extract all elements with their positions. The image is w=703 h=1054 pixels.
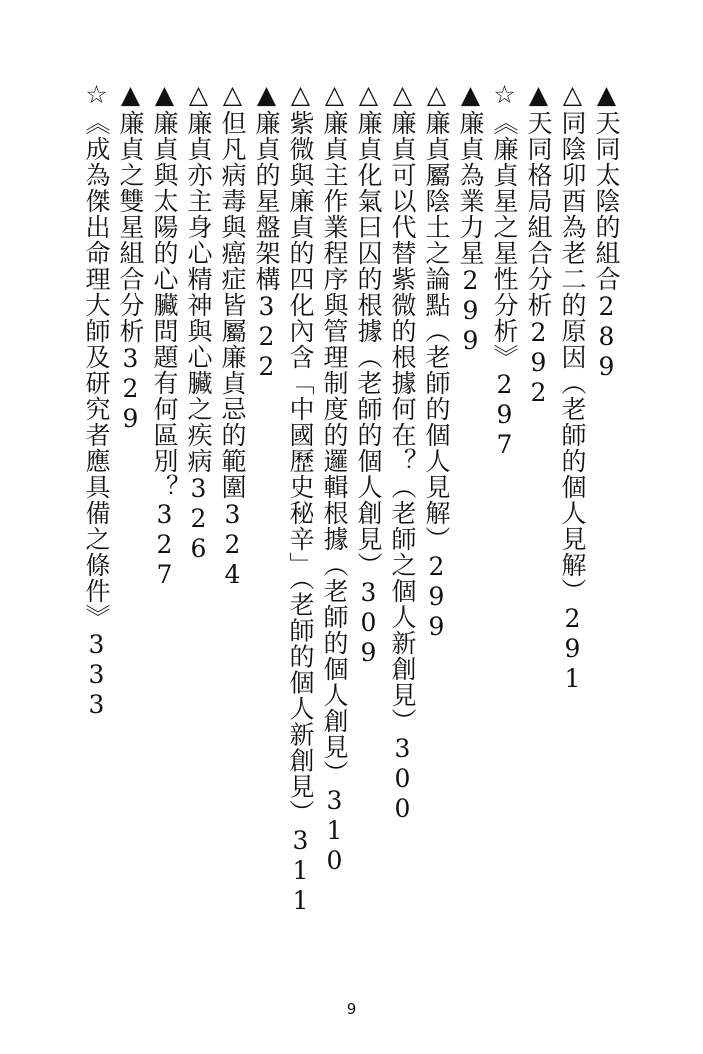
toc-entry-title: 紫微與廉貞的四化內含「中國歷史秘辛」（老師的個人新創見） <box>286 110 315 826</box>
toc-entry-page: 310 <box>320 786 349 876</box>
outline-triangle-icon: △ <box>320 80 349 110</box>
toc-entry-title: 《廉貞星之星性分析》 <box>490 110 519 370</box>
toc-entry <box>113 80 147 434</box>
filled-triangle-icon: ▲ <box>252 80 281 110</box>
toc-entry <box>453 80 487 356</box>
toc-entry <box>419 80 453 642</box>
page-number: 9 <box>346 1000 357 1018</box>
outline-triangle-icon: △ <box>388 80 417 110</box>
toc-entry-page: 297 <box>490 370 519 460</box>
toc-entry-page: 333 <box>82 630 111 720</box>
filled-triangle-icon: ▲ <box>116 80 145 110</box>
toc-entry <box>181 80 215 564</box>
outline-triangle-icon: △ <box>286 80 315 110</box>
toc-entry <box>521 80 555 408</box>
toc-entry-page: 300 <box>388 734 417 824</box>
toc-entry-page: 326 <box>184 474 213 564</box>
star-outline-icon: ☆ <box>490 80 519 110</box>
toc-entry-page: 322 <box>252 292 281 382</box>
toc-entry-title: 廉貞屬陰土之論點（老師的個人見解） <box>422 110 451 552</box>
toc-entry-page: 291 <box>558 604 587 694</box>
filled-triangle-icon: ▲ <box>150 80 179 110</box>
toc-entry-title: 廉貞化氣曰囚的根據（老師的個人創見） <box>354 110 383 578</box>
toc-entry <box>79 80 113 720</box>
toc-entry <box>249 80 283 382</box>
toc-entry <box>487 80 521 460</box>
toc-entry-page: 324 <box>218 500 247 590</box>
outline-triangle-icon: △ <box>184 80 213 110</box>
toc-entry-page: 329 <box>116 344 145 434</box>
star-outline-icon: ☆ <box>82 80 111 110</box>
toc-entry-page: 311 <box>286 825 315 916</box>
toc-entry-title: 同陰卯酉為老二的原因（老師的個人見解） <box>558 110 587 604</box>
toc-entry <box>283 80 317 916</box>
table-of-contents <box>79 80 623 1000</box>
toc-entry-page: 327 <box>150 500 179 590</box>
toc-entry-page: 292 <box>524 318 553 408</box>
toc-entry-title: 廉貞為業力星 <box>456 110 485 266</box>
filled-triangle-icon: ▲ <box>524 80 553 110</box>
toc-entry <box>385 80 419 824</box>
outline-triangle-icon: △ <box>422 80 451 110</box>
toc-entry-title: 天同太陰的組合 <box>592 110 621 292</box>
toc-entry-title: 廉貞主作業程序與管理制度的邏輯根據（老師的個人創見） <box>320 110 349 786</box>
toc-entry-title: 《成為傑出命理大師及研究者應具備之條件》 <box>82 110 111 630</box>
toc-entry-page: 299 <box>422 552 451 642</box>
toc-entry <box>589 80 623 382</box>
toc-entry-title: 廉貞亦主身心精神與心臟之疾病 <box>184 110 213 474</box>
outline-triangle-icon: △ <box>354 80 383 110</box>
toc-entry-title: 廉貞的星盤架構 <box>252 110 281 292</box>
toc-entry-title: 但凡病毒與癌症皆屬廉貞忌的範圍 <box>218 110 247 500</box>
toc-entry <box>555 80 589 694</box>
outline-triangle-icon: △ <box>218 80 247 110</box>
toc-entry <box>317 80 351 876</box>
toc-entry-page: 299 <box>456 266 485 356</box>
toc-entry <box>351 80 385 668</box>
toc-entry-title: 廉貞與太陽的心臟問題有何區別？ <box>150 110 179 500</box>
toc-entry <box>215 80 249 590</box>
outline-triangle-icon: △ <box>558 80 587 110</box>
toc-entry-title: 廉貞可以代替紫微的根據何在？（老師之個人新創見） <box>388 110 417 734</box>
toc-entry-page: 289 <box>592 292 621 382</box>
toc-entry-page: 309 <box>354 578 383 668</box>
toc-entry-title: 天同格局組合分析 <box>524 110 553 318</box>
toc-entry <box>147 80 181 590</box>
toc-entry-title: 廉貞之雙星組合分析 <box>116 110 145 344</box>
filled-triangle-icon: ▲ <box>456 80 485 110</box>
filled-triangle-icon: ▲ <box>592 80 621 110</box>
